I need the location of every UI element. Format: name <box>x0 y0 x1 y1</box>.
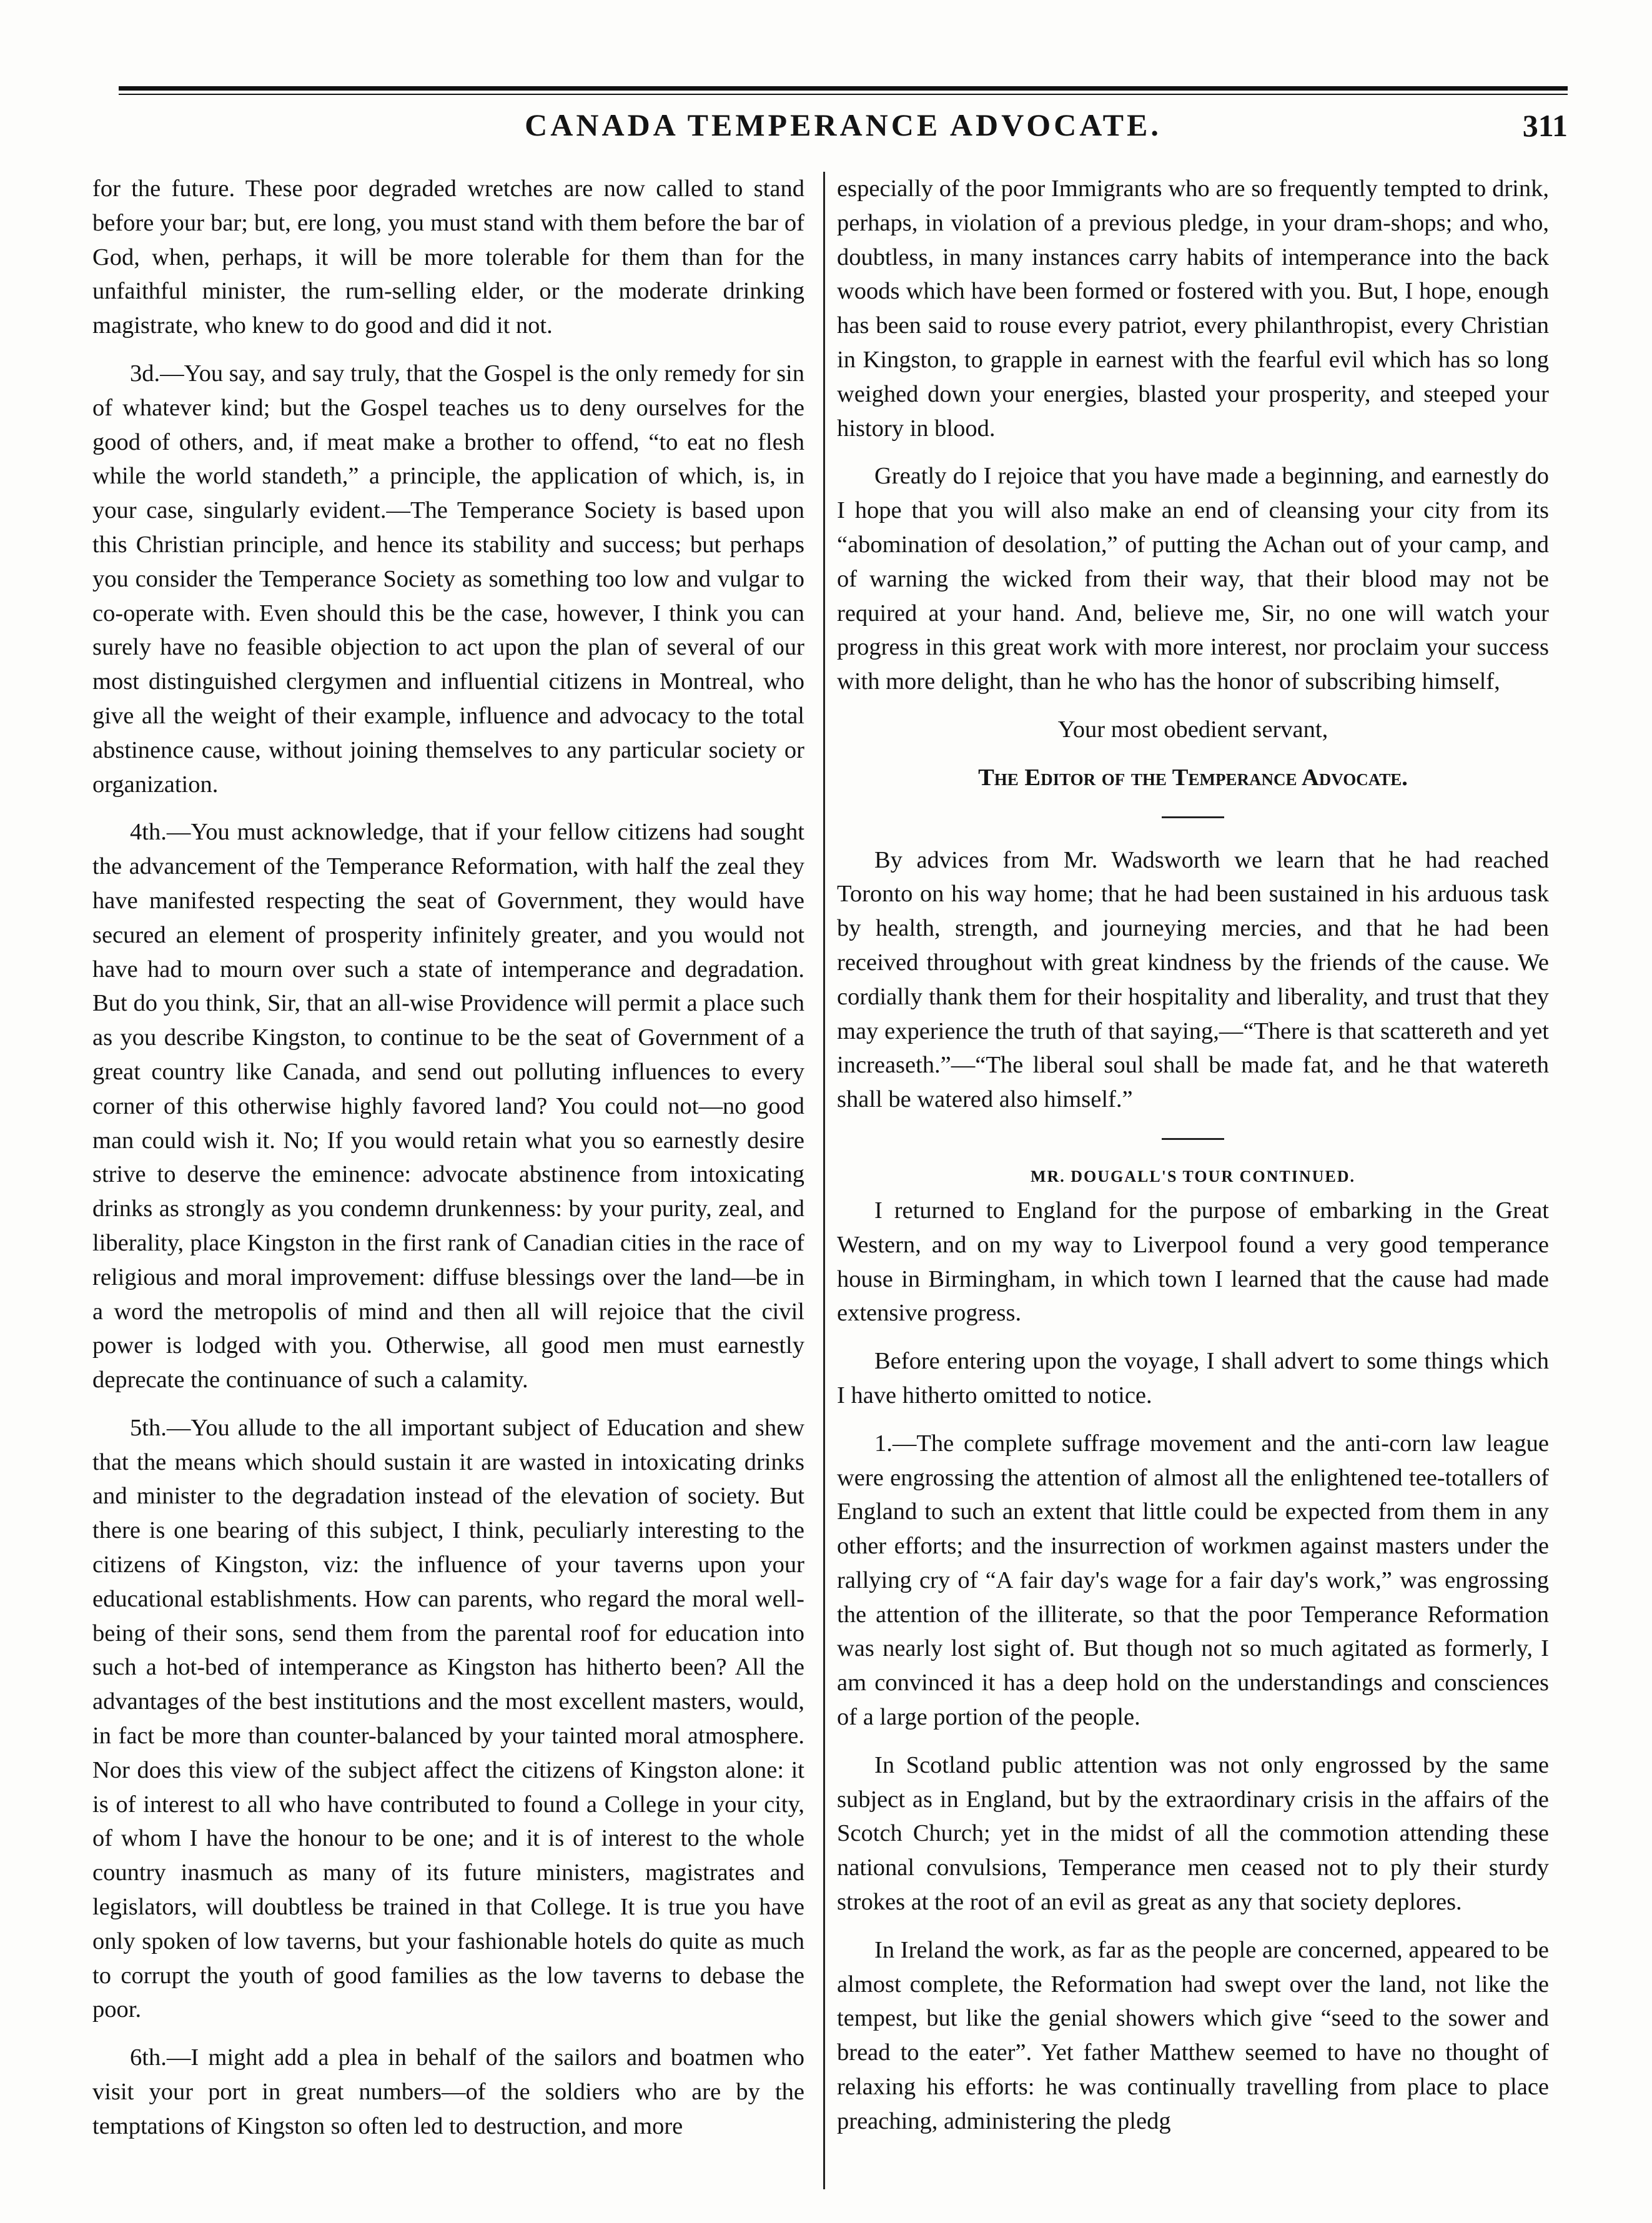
paragraph: I returned to England for the purpose of embarking in the Great Western, and on my way to Liverpool found a very good temperance house in Birmingham, in which town I learned that the cause had made extensive progress. <box>837 1197 1549 1327</box>
paragraph: especially of the poor Immigrants who are so frequently tempted to drink, perhaps, in violation of a previous pledge, in your dram-shops; and who, doubtless, in many instances carry habits of intemperance into the back woods which have been formed or fostered with you. But, I hope, enough has been said to rouse every patriot, every philanthropist, every Christian in Kingston, to grapple in earnest with the fearful evil which has so long weighed down your energies, blasted your prosperity, and steeped your history in blood. <box>837 176 1549 442</box>
column-divider <box>823 172 825 2189</box>
right-column <box>837 172 1549 2189</box>
letter-closing: Your most obedient servant, <box>1057 716 1328 743</box>
section-separator <box>1162 816 1224 818</box>
paragraph: In Scotland public attention was not only engrossed by the same subject as in England, but by the extraordinary crisis in the affairs of the Scotch Church; yet in the midst of all the commotion attending these national convulsions, Temperance men ceased not to ply their sturdy strokes at the root of an evil as great as any that society deplores. <box>837 1751 1549 1916</box>
section-title: MR. DOUGALL'S TOUR CONTINUED. <box>1030 1167 1356 1186</box>
paragraph: 6th.—I might add a plea in behalf of the sailors and boatmen who visit your port in great numbers—of the soldiers who are by the temptations of Kingston so often led to destruction, and more <box>92 2044 804 2139</box>
paragraph: Greatly do I rejoice that you have made a beginning, and earnestly do I hope that you will also make an end of cleansing your city from its “abomination of desolation,” of putting the Achan out of your camp, and of warning the wicked from their way, that their blood may not be required at your hand. And, believe me, Sir, no one will watch your progress in this great work with more interest, nor proclaim your success with more delight, than he who has the honor of subscribing himself, <box>837 463 1549 695</box>
letter-signature: The Editor of the Temperance Advocate. <box>978 764 1408 791</box>
masthead-title: CANADA TEMPERANCE ADVOCATE. <box>525 107 1162 142</box>
paragraph: 3d.—You say, and say truly, that the Gospel is the only remedy for sin of whatever kind; but the Gospel teaches us to deny ourselves for the good of others, and, if meat make a brother to offend, “to eat no flesh while the world standeth,” a principle, the application of which, is, in your case, singularly evident.—The Temperance Society is based upon this Christian principle, and hence its stability and success; but perhaps you consider the Temperance Society as something too low and vulgar to co-operate with. Even should this be the case, however, I think you can surely have no feasible objection to act upon the plan of several of our most distinguished clergymen and influential citizens in Montreal, who give all the weight of their example, influence and advocacy to the total abstinence cause, without joining themselves to any particular society or organization. <box>92 360 804 798</box>
left-column <box>92 172 804 2189</box>
paragraph: Before entering upon the voyage, I shall advert to some things which I have hitherto omitted to notice. <box>837 1348 1549 1409</box>
paragraph: for the future. These poor degraded wretches are now called to stand before your bar; but, ere long, you must stand with them before the bar of God, when, perhaps, it will be more tolerable for them than for the unfaithful minister, the rum-selling elder, or the moderate drinking magistrate, who knew to do good and did it not. <box>92 176 804 339</box>
page-header <box>119 100 1568 150</box>
paragraph: 5th.—You allude to the all important subject of Education and shew that the means which should sustain it are wasted in intoxicating drinks and minister to the degradation instead of the elevation of society. But there is one bearing of this subject, I think, peculiarly interesting to the citizens of Kingston, viz: the influence of your taverns upon your educational establishments. How can parents, who regard the moral well-being of their sons, send them from the parental roof for education into such a hot-bed of intemperance as Kingston has hitherto been? All the advantages of the best institutions and the most excellent masters, would, in fact be more than counter-balanced by your tainted moral atmosphere. Nor does this view of the subject affect the citizens of Kingston alone: it is of interest to all who have contributed to found a College in your city, of whom I have the honour to be one; and it is of interest to the whole country inasmuch as many of its future ministers, magistrates and legislators, will doubtless be trained in that College. It is true you have only spoken of low taverns, but your fashionable hotels do quite as much to corrupt the youth of good families as the low taverns to debase the poor. <box>92 1414 804 2023</box>
header-rule-thin <box>119 94 1568 95</box>
paragraph: 1.—The complete suffrage movement and the anti-corn law league were engrossing the attention of almost all the enlightened tee-totallers of England to such an extent that little could be expected from them in any other efforts; and the insurrection of workmen against masters under the rallying cry of “A fair day's wage for a fair day's work,” was engrossing the attention of the illiterate, so that the poor Temperance Reformation was nearly lost sight of. But though not so much agitated as formerly, I am convinced it has a deep hold on the understandings and consciences of a large portion of the people. <box>837 1430 1549 1731</box>
page-number: 311 <box>1522 108 1568 143</box>
paragraph: By advices from Mr. Wadsworth we learn that he had reached Toronto on his way home; that he had been sustained in his arduous task by health, strength, and journeying mercies, and that he had been received throughout with great kindness by the friends of the cause. We cordially thank them for their hospitality and liberality, and trust that they may experience the truth of that saying,—“There is that scattereth and yet increaseth.”—“The liberal soul shall be made fat, and he that watereth shall be watered also himself.” <box>837 846 1549 1113</box>
header-rule-thick <box>119 86 1568 91</box>
paragraph: 4th.—You must acknowledge, that if your fellow citizens had sought the advancement of the Temperance Reformation, with half the zeal they have manifested respecting the seat of Government, they would have secured an element of prosperity infinitely greater, and you would not have had to mourn over such a state of intemperance and degradation. But do you think, Sir, that an all-wise Providence will permit a place such as you describe Kingston, to continue to be the seat of Government of a great country like Canada, and send out polluting influences to every corner of this otherwise highly favored land? You could not—no good man could wish it. No; If you would retain what you so earnestly desire strive to deserve the eminence: advocate abstinence from intoxicating drinks as strongly as you condemn drunkenness: by your purity, zeal, and liberality, place Kingston in the first rank of Canadian cities in the race of religious and moral improvement: diffuse blessings over the land—be in a word the metropolis of mind and then all will rejoice that the civil power is lodged with you. Otherwise, all good men must earnestly deprecate the continuance of such a calamity. <box>92 819 804 1394</box>
paragraph: In Ireland the work, as far as the people are concerned, appeared to be almost complete, the Reformation had swept over the land, not like the tempest, but like the genial showers which give “seed to the sower and bread to the eater”. Yet father Matthew seemed to have no thought of relaxing his efforts: he was continually travelling from place to place preaching, administering the pledg <box>837 1936 1549 2134</box>
section-separator <box>1162 1138 1224 1140</box>
